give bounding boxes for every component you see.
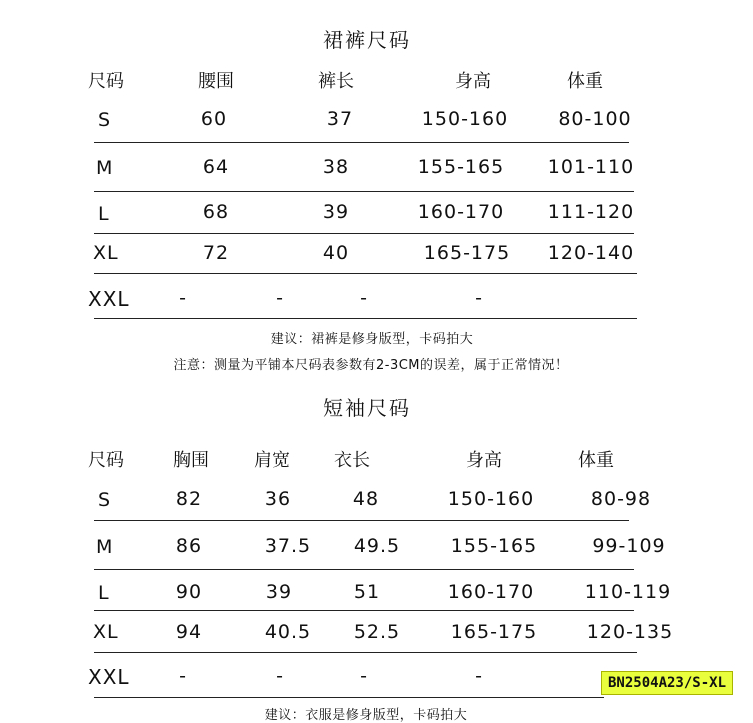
s2-header-height: 身高	[466, 450, 502, 471]
s1-row-value: 120-140	[547, 242, 635, 264]
s2-header-weight: 体重	[578, 450, 614, 471]
s2-row-divider	[94, 652, 637, 653]
s2-row-value: -	[276, 665, 284, 687]
s2-row-size: S	[98, 489, 112, 511]
s1-row-size: M	[96, 157, 114, 179]
s2-row-value: 160-170	[447, 581, 535, 603]
s2-note-advice: 建议：衣服是修身版型，卡码拍大	[264, 708, 468, 723]
s1-row-value: 38	[322, 156, 350, 178]
s1-row-value: -	[276, 287, 284, 309]
s2-row-value: 39	[265, 581, 293, 603]
s2-row-divider	[94, 569, 634, 570]
s2-row-value: 49.5	[353, 535, 401, 557]
s2-row-value: 48	[352, 488, 380, 510]
s1-row-value: -	[360, 287, 368, 309]
s2-row-value: -	[179, 665, 187, 687]
s1-header-length: 裤长	[318, 71, 354, 92]
s2-row-value: 110-119	[584, 581, 672, 603]
s2-row-value: 99-109	[592, 535, 666, 557]
s2-header-length: 衣长	[334, 450, 370, 471]
s1-row-value: 60	[200, 108, 228, 130]
s2-row-divider	[94, 610, 634, 611]
s2-row-size: XXL	[88, 665, 130, 689]
s1-row-value: 160-170	[417, 201, 505, 223]
s1-row-value: 165-175	[423, 242, 511, 264]
s1-header-height: 身高	[455, 71, 491, 92]
s2-row-value: 37.5	[264, 535, 312, 557]
s2-row-value: 80-98	[590, 488, 652, 510]
s1-row-value: -	[475, 287, 483, 309]
s2-row-value: 36	[264, 488, 292, 510]
s1-row-value: -	[179, 287, 187, 309]
s2-row-value: 86	[175, 535, 203, 557]
s2-row-value: 155-165	[450, 535, 538, 557]
s2-row-value: 94	[175, 621, 203, 643]
s1-row-value: 72	[202, 242, 230, 264]
s1-row-value: 39	[322, 201, 350, 223]
s2-row-divider	[94, 520, 629, 521]
s1-row-size: XL	[93, 242, 119, 264]
s1-row-size: S	[98, 109, 112, 131]
s2-row-size: L	[98, 582, 110, 604]
s2-row-size: XL	[93, 621, 119, 643]
s2-row-value: 52.5	[353, 621, 401, 643]
s1-row-value: 111-120	[547, 201, 635, 223]
s2-row-divider	[94, 697, 604, 698]
s1-header-weight: 体重	[567, 71, 603, 92]
s2-row-size: M	[96, 536, 114, 558]
s1-row-value: 37	[326, 108, 354, 130]
s1-row-value: 155-165	[417, 156, 505, 178]
s2-header-chest: 胸围	[173, 450, 209, 471]
s2-row-value: 82	[175, 488, 203, 510]
s2-row-value: 40.5	[264, 621, 312, 643]
s1-row-divider	[94, 142, 629, 143]
section2-title: 短袖尺码	[323, 396, 411, 420]
s1-row-value: 40	[322, 242, 350, 264]
s2-row-value: 90	[175, 581, 203, 603]
s2-row-value: 51	[353, 581, 381, 603]
s1-note-caution: 注意：测量为平铺本尺码表参数有2-3CM的误差，属于正常情况！	[173, 358, 569, 373]
s1-header-waist: 腰围	[198, 71, 234, 92]
s2-row-value: 120-135	[586, 621, 674, 643]
s2-header-shoulder: 肩宽	[254, 450, 290, 471]
s1-row-size: L	[98, 203, 110, 225]
s1-row-divider	[94, 191, 634, 192]
s2-row-value: -	[360, 665, 368, 687]
s1-row-value: 150-160	[421, 108, 509, 130]
s2-row-value: 165-175	[450, 621, 538, 643]
s1-row-divider	[94, 318, 637, 319]
product-code-badge: BN2504A23/S-XL	[601, 671, 733, 695]
s1-row-size: XXL	[88, 287, 130, 311]
section1-title: 裙裤尺码	[323, 28, 411, 52]
s1-row-divider	[94, 273, 637, 274]
s2-row-value: -	[475, 665, 483, 687]
s1-row-value: 80-100	[558, 108, 632, 130]
s1-row-value: 64	[202, 156, 230, 178]
s2-header-size: 尺码	[88, 450, 124, 471]
s1-row-divider	[94, 233, 634, 234]
s1-row-value: 101-110	[547, 156, 635, 178]
s1-note-advice: 建议：裙裤是修身版型，卡码拍大	[270, 332, 474, 347]
s2-row-value: 150-160	[447, 488, 535, 510]
s1-header-size: 尺码	[88, 71, 124, 92]
s1-row-value: 68	[202, 201, 230, 223]
